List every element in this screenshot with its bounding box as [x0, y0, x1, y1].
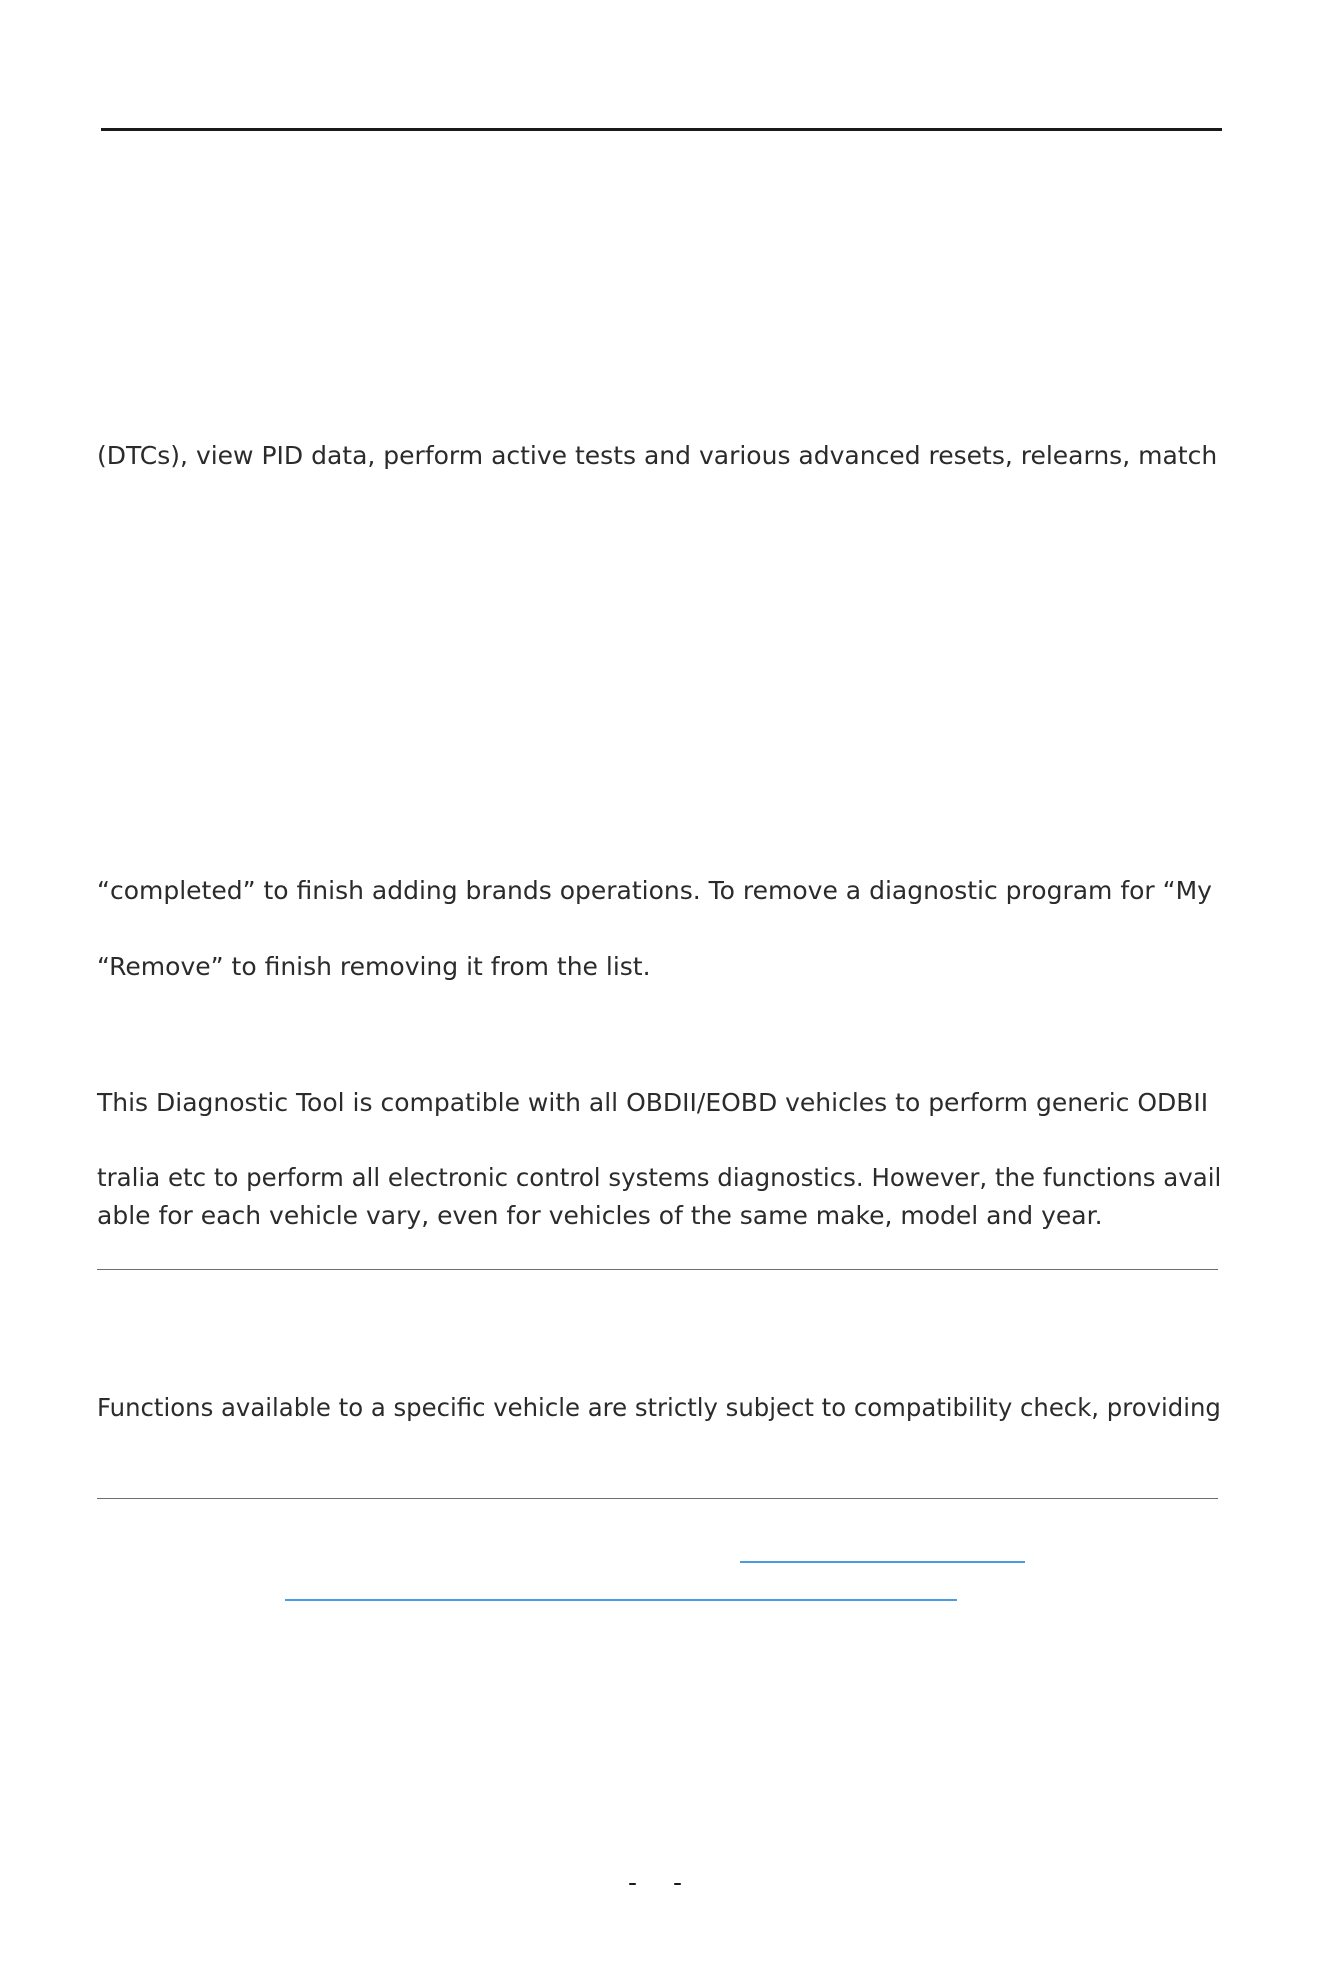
body-line-completed: “completed” to finish adding brands operations. To remove a diagnostic program for “My: [97, 876, 1212, 905]
page-number: - -: [628, 1867, 696, 1897]
note-line-functions: Functions available to a specific vehicle are strictly subject to compatibility check, providing: [97, 1393, 1221, 1422]
body-line-compatibility: This Diagnostic Tool is compatible with all OBDII/EOBD vehicles to perform generic ODBII: [97, 1088, 1209, 1117]
note-top-divider: [97, 1269, 1218, 1270]
link-underline[interactable]: [740, 1561, 1025, 1563]
link-underline[interactable]: [285, 1599, 957, 1601]
header-rule: [101, 128, 1222, 131]
note-bottom-divider: [97, 1498, 1218, 1499]
body-line-remove: “Remove” to finish removing it from the list.: [97, 952, 651, 981]
body-line-tralia: tralia etc to perform all electronic control systems diagnostics. However, the functions avail: [97, 1163, 1222, 1192]
body-line-dtcs: (DTCs), view PID data, perform active tests and various advanced resets, relearns, match: [97, 441, 1218, 470]
body-line-able: able for each vehicle vary, even for vehicles of the same make, model and year.: [97, 1201, 1103, 1230]
